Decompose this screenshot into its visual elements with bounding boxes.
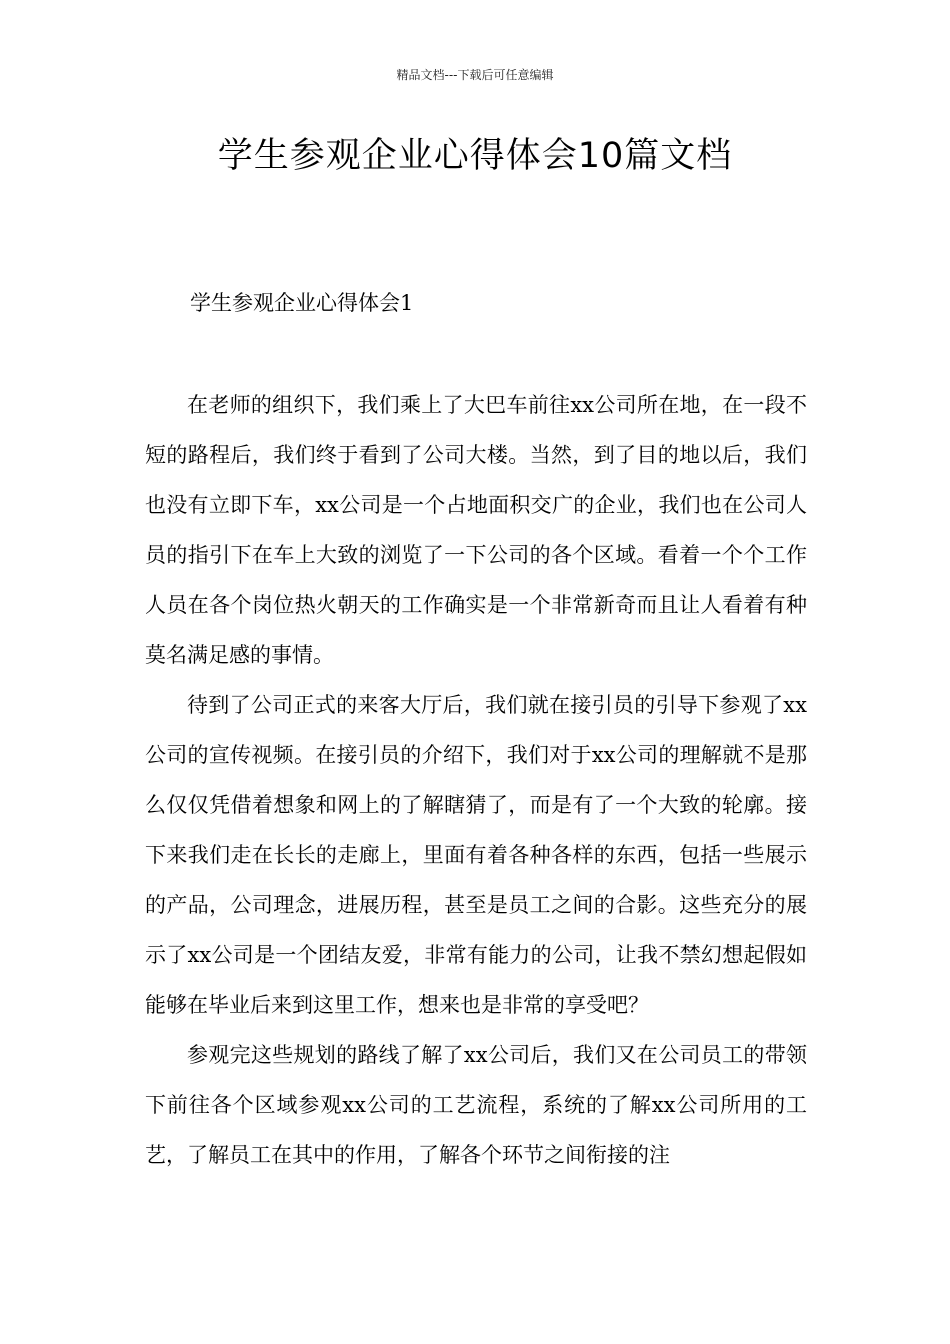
header-note: 精品文档---下载后可任意编辑 [396, 68, 554, 82]
body-text [145, 380, 807, 1180]
paragraph: 在老师的组织下，我们乘上了大巴车前往xx公司所在地，在一段不短的路程后，我们终于看到了公司大楼。当然，到了目的地以后，我们也没有立即下车，xx公司是一个占地面积交广的企业，我们也在公司人员的指引下在车上大致的浏览了一下公司的各个区域。看着一个个工作人员在各个岗位热火朝天的工作确实是一个非常新奇而且让人看着有种莫名满足感的事情。 [145, 393, 807, 667]
paragraph: 参观完这些规划的路线了解了xx公司后，我们又在公司员工的带领下前往各个区域参观xx公司的工艺流程，系统的了解xx公司所用的工艺，了解员工在其中的作用，了解各个环节之间衔接的注 [145, 1043, 807, 1167]
paragraph: 待到了公司正式的来客大厅后，我们就在接引员的引导下参观了xx公司的宣传视频。在接引员的介绍下，我们对于xx公司的理解就不是那么仅仅凭借着想象和网上的了解瞎猜了，而是有了一个大致的轮廓。接下来我们走在长长的走廊上，里面有着各种各样的东西，包括一些展示的产品，公司理念，进展历程，甚至是员工之间的合影。这些充分的展示了xx公司是一个团结友爱，非常有能力的公司，让我不禁幻想起假如能够在毕业后来到这里工作，想来也是非常的享受吧？ [145, 693, 807, 1017]
section-heading: 学生参观企业心得体会1 [190, 291, 414, 315]
document-title: 学生参观企业心得体会10篇文档 [217, 136, 733, 176]
